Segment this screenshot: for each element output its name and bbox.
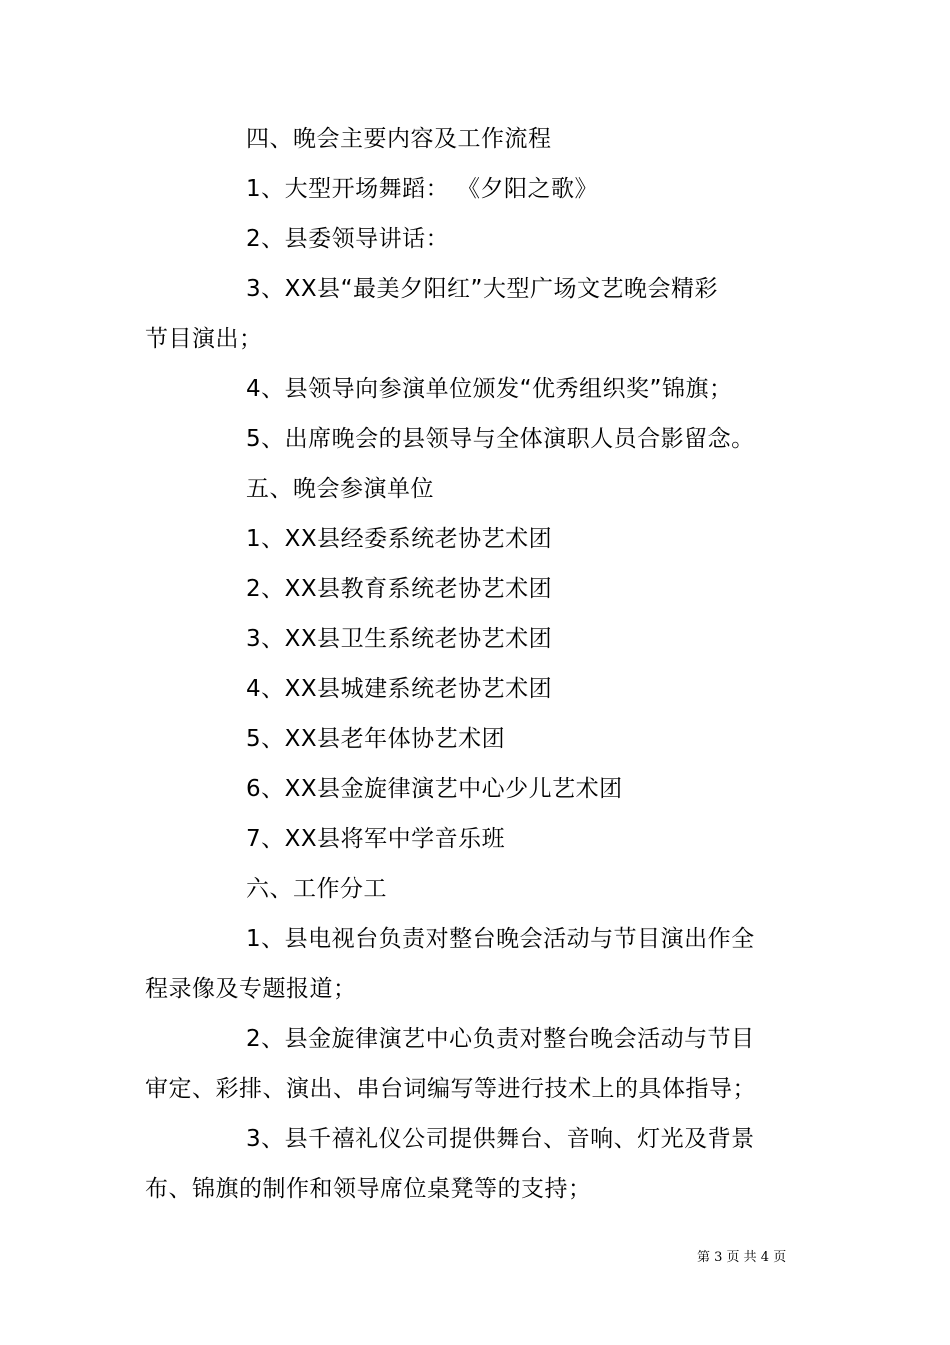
section-heading-participants: 五、晚会参演单位 [246, 476, 434, 502]
participant-item-1: 1、XX县经委系统老协艺术团 [246, 526, 553, 552]
duty-item-2-continuation: 审定、彩排、演出、串台词编写等进行技术上的具体指导； [145, 1076, 756, 1102]
section-heading-duties: 六、工作分工 [246, 876, 387, 902]
participant-item-4: 4、XX县城建系统老协艺术团 [246, 676, 553, 702]
program-item-5: 5、出席晚会的县领导与全体演职人员合影留念。 [246, 426, 755, 452]
duty-item-1-continuation: 程录像及专题报道； [145, 976, 357, 1002]
program-item-2: 2、县委领导讲话： [246, 226, 450, 252]
duty-item-3: 3、县千禧礼仪公司提供舞台、音响、灯光及背景 [246, 1126, 755, 1152]
participant-item-3: 3、XX县卫生系统老协艺术团 [246, 626, 553, 652]
participant-item-7: 7、XX县将军中学音乐班 [246, 826, 506, 852]
program-item-1: 1、大型开场舞蹈： 《夕阳之歌》 [246, 176, 598, 202]
program-item-4: 4、县领导向参演单位颁发“优秀组织奖”锦旗； [246, 376, 733, 402]
participant-item-6: 6、XX县金旋律演艺中心少儿艺术团 [246, 776, 623, 802]
section-heading-program: 四、晚会主要内容及工作流程 [246, 126, 552, 152]
duty-item-3-continuation: 布、锦旗的制作和领导席位桌凳等的支持； [145, 1176, 592, 1202]
duty-item-1: 1、县电视台负责对整台晚会活动与节目演出作全 [246, 926, 755, 952]
duty-item-2: 2、县金旋律演艺中心负责对整台晚会活动与节目 [246, 1026, 755, 1052]
participant-item-2: 2、XX县教育系统老协艺术团 [246, 576, 553, 602]
program-item-3: 3、XX县“最美夕阳红”大型广场文艺晚会精彩 [246, 276, 718, 302]
program-item-3-continuation: 节目演出； [145, 326, 263, 352]
page-number-footer: 第 3 页 共 4 页 [697, 1250, 787, 1265]
participant-item-5: 5、XX县老年体协艺术团 [246, 726, 506, 752]
